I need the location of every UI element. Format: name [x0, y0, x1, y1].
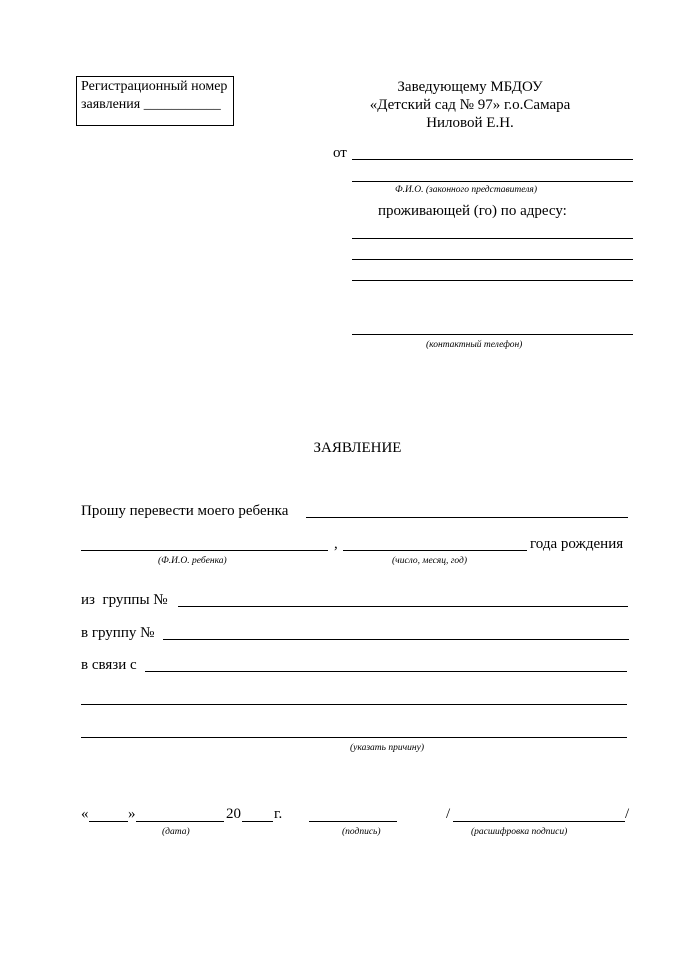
- birth-date-field[interactable]: [343, 550, 527, 551]
- decoding-slash-left: /: [446, 806, 451, 822]
- signature-field[interactable]: [309, 821, 397, 822]
- parent-name-caption: Ф.И.О. (законного представителя): [395, 185, 537, 195]
- reason-field-2[interactable]: [81, 704, 627, 705]
- birth-label: года рождения: [530, 536, 624, 552]
- phone-field[interactable]: [352, 334, 633, 335]
- residing-label: проживающей (го) по адресу:: [378, 203, 567, 219]
- comma: ,: [334, 536, 338, 552]
- date-caption: (дата): [162, 827, 190, 837]
- addressee-position: Заведующему МБДОУ: [397, 79, 543, 95]
- addressee-organization: «Детский сад № 97» г.о.Самара: [369, 97, 571, 113]
- date-close-quote: »: [128, 806, 136, 822]
- address-field-2[interactable]: [352, 259, 633, 260]
- birth-date-caption: (число, месяц, год): [392, 556, 468, 566]
- signature-caption: (подпись): [342, 827, 381, 837]
- from-group-label: из группы №: [81, 592, 168, 608]
- address-field-3[interactable]: [352, 280, 633, 281]
- from-label: от: [333, 145, 347, 161]
- parent-name-field[interactable]: [352, 159, 633, 160]
- child-name-field[interactable]: [81, 550, 328, 551]
- signature-decoding-field[interactable]: [453, 821, 625, 822]
- reason-caption: (указать причину): [350, 743, 424, 753]
- registration-application-label: заявления ___________: [81, 97, 221, 112]
- to-group-field[interactable]: [163, 639, 629, 640]
- date-open-quote: «: [81, 806, 89, 822]
- document-title: ЗАЯВЛЕНИЕ: [313, 440, 402, 456]
- reason-label: в связи с: [81, 657, 137, 673]
- reason-field-3[interactable]: [81, 737, 627, 738]
- month-field[interactable]: [136, 821, 224, 822]
- phone-caption: (контактный телефон): [426, 340, 523, 350]
- year-field[interactable]: [242, 821, 273, 822]
- decoding-caption: (расшифровка подписи): [471, 827, 568, 837]
- address-field-1[interactable]: [352, 238, 633, 239]
- year-suffix: г.: [274, 806, 283, 822]
- day-field[interactable]: [89, 821, 128, 822]
- registration-number-label: Регистрационный номер: [81, 79, 228, 94]
- from-group-field[interactable]: [178, 606, 628, 607]
- reason-field-1[interactable]: [145, 671, 627, 672]
- to-group-label: в группу №: [81, 625, 155, 641]
- request-label: Прошу перевести моего ребенка: [81, 503, 289, 519]
- decoding-slash-right: /: [625, 806, 630, 822]
- year-prefix: 20: [226, 806, 241, 822]
- child-field[interactable]: [306, 517, 628, 518]
- addressee-name: Ниловой Е.Н.: [426, 115, 514, 131]
- child-name-caption: (Ф.И.О. ребенка): [158, 556, 227, 566]
- parent-name-field-2[interactable]: [352, 181, 633, 182]
